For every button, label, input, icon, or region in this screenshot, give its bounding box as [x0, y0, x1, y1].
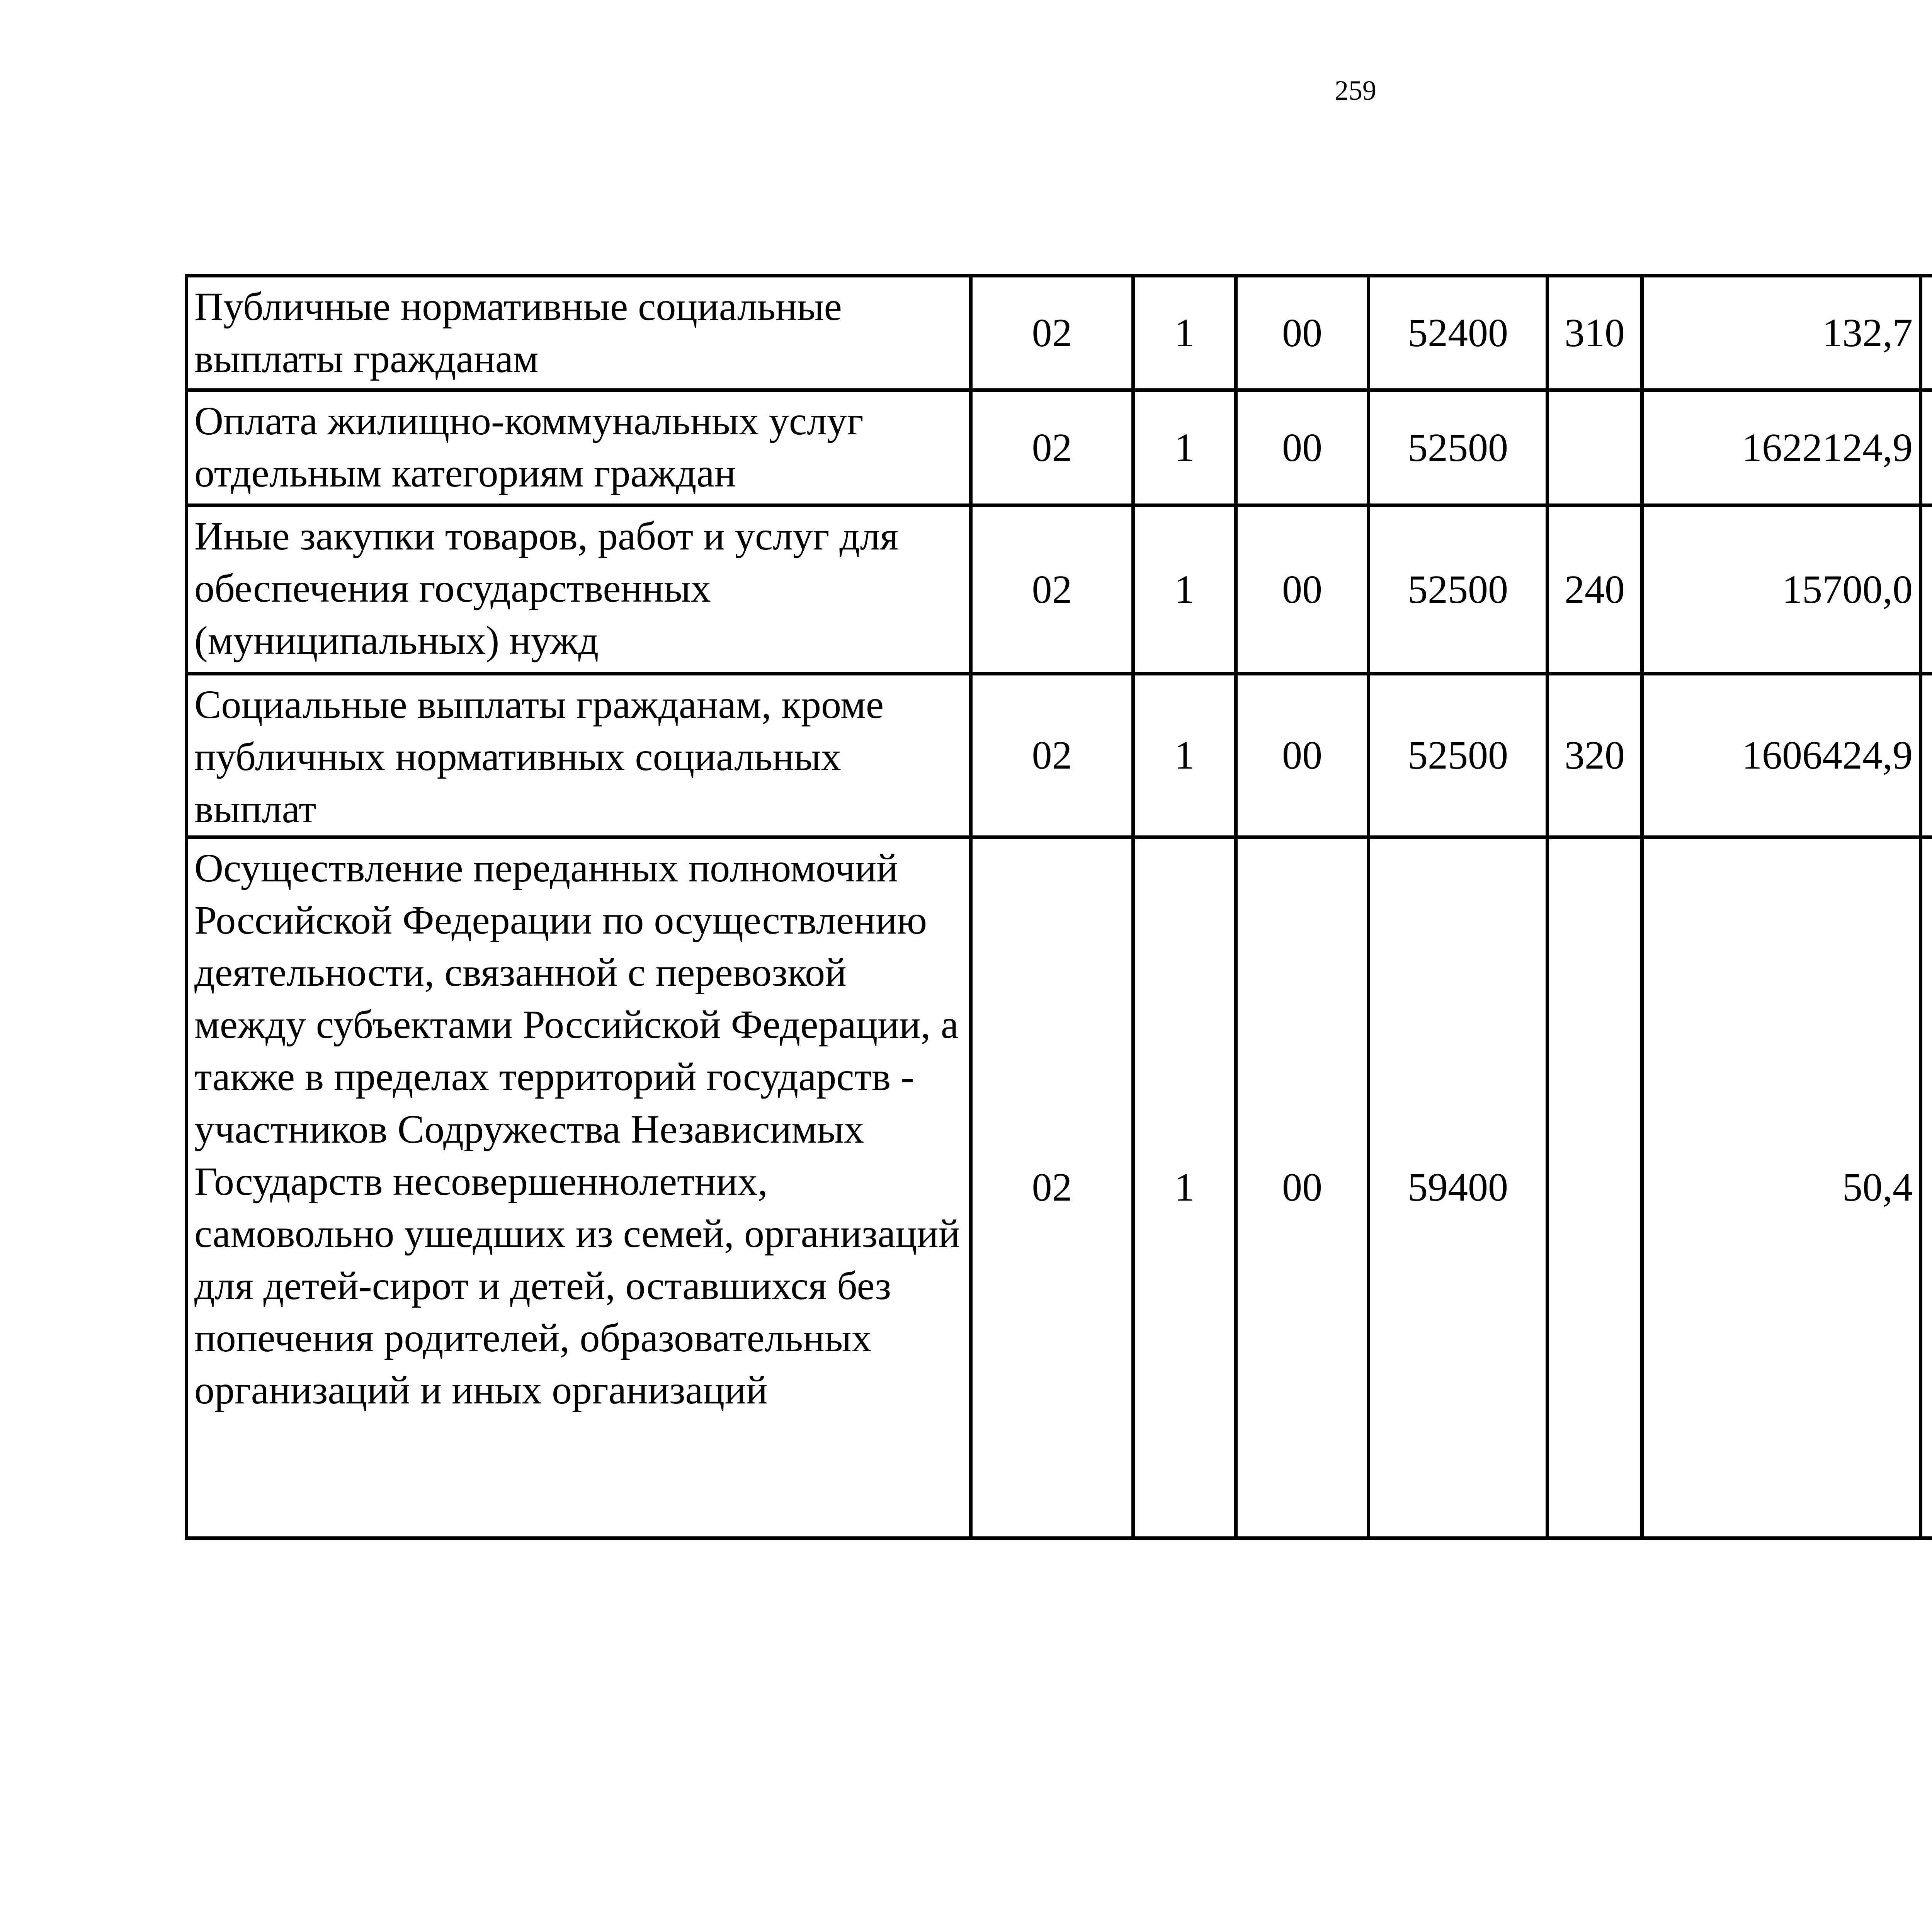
cell-col4: 52500: [1369, 505, 1548, 674]
cell-value-1: 1622124,9: [1642, 390, 1921, 505]
table-row: [187, 674, 1932, 837]
cell-col3: 00: [1236, 505, 1369, 674]
table-row: [187, 276, 1932, 390]
cell-col4: 52400: [1369, 276, 1548, 390]
cell-col2: 1: [1133, 276, 1236, 390]
cell-value-2: [1921, 276, 1932, 390]
cell-col2: 1: [1133, 674, 1236, 837]
cell-value-2: [1921, 505, 1932, 674]
cell-value-1: 15700,0: [1642, 505, 1921, 674]
cell-col5: 320: [1548, 674, 1642, 837]
cell-col1: 02: [971, 674, 1133, 837]
cell-col2: 1: [1133, 837, 1236, 1538]
cell-col2: 1: [1133, 390, 1236, 505]
table-row: [187, 837, 1932, 1538]
cell-value-1: 132,7: [1642, 276, 1921, 390]
table-row: [187, 505, 1932, 674]
cell-col5: [1548, 390, 1642, 505]
row-name: Оплата жилищно-коммунальных услуг отдельным категориям граждан: [187, 390, 971, 505]
cell-col4: 52500: [1369, 674, 1548, 837]
cell-value-2: [1921, 837, 1932, 1538]
cell-col3: 00: [1236, 390, 1369, 505]
cell-col3: 00: [1236, 674, 1369, 837]
cell-col1: 02: [971, 837, 1133, 1538]
cell-col4: 52500: [1369, 390, 1548, 505]
cell-col4: 59400: [1369, 837, 1548, 1538]
page-number: 259: [1335, 75, 1376, 106]
cell-value-1: 1606424,9: [1642, 674, 1921, 837]
cell-col1: 02: [971, 390, 1133, 505]
budget-table: [185, 274, 1932, 1540]
cell-col3: 00: [1236, 837, 1369, 1538]
cell-value-2: [1921, 674, 1932, 837]
cell-col5: 240: [1548, 505, 1642, 674]
row-name: Осуществление переданных полномочий Российской Федерации по осуществлению деятельности, связанной с перевозкой между субъектами Российской Федерации, а также в пределах территорий государств - участников Содружества Независимых Государств несовершеннолетних, самовольно ушедших из семей, организаций для детей-сирот и детей, оставшихся без попечения родителей, образовательных организаций и иных организаций: [187, 837, 971, 1538]
cell-col5: [1548, 837, 1642, 1538]
cell-value-2: [1921, 390, 1932, 505]
cell-col5: 310: [1548, 276, 1642, 390]
cell-col1: 02: [971, 276, 1133, 390]
row-name: Иные закупки товаров, работ и услуг для обеспечения государственных (муниципальных) нужд: [187, 505, 971, 674]
cell-col1: 02: [971, 505, 1133, 674]
table-row: [187, 390, 1932, 505]
cell-col3: 00: [1236, 276, 1369, 390]
row-name: Социальные выплаты гражданам, кроме публичных нормативных социальных выплат: [187, 674, 971, 837]
cell-col2: 1: [1133, 505, 1236, 674]
cell-value-1: 50,4: [1642, 837, 1921, 1538]
row-name: Публичные нормативные социальные выплаты гражданам: [187, 276, 971, 390]
